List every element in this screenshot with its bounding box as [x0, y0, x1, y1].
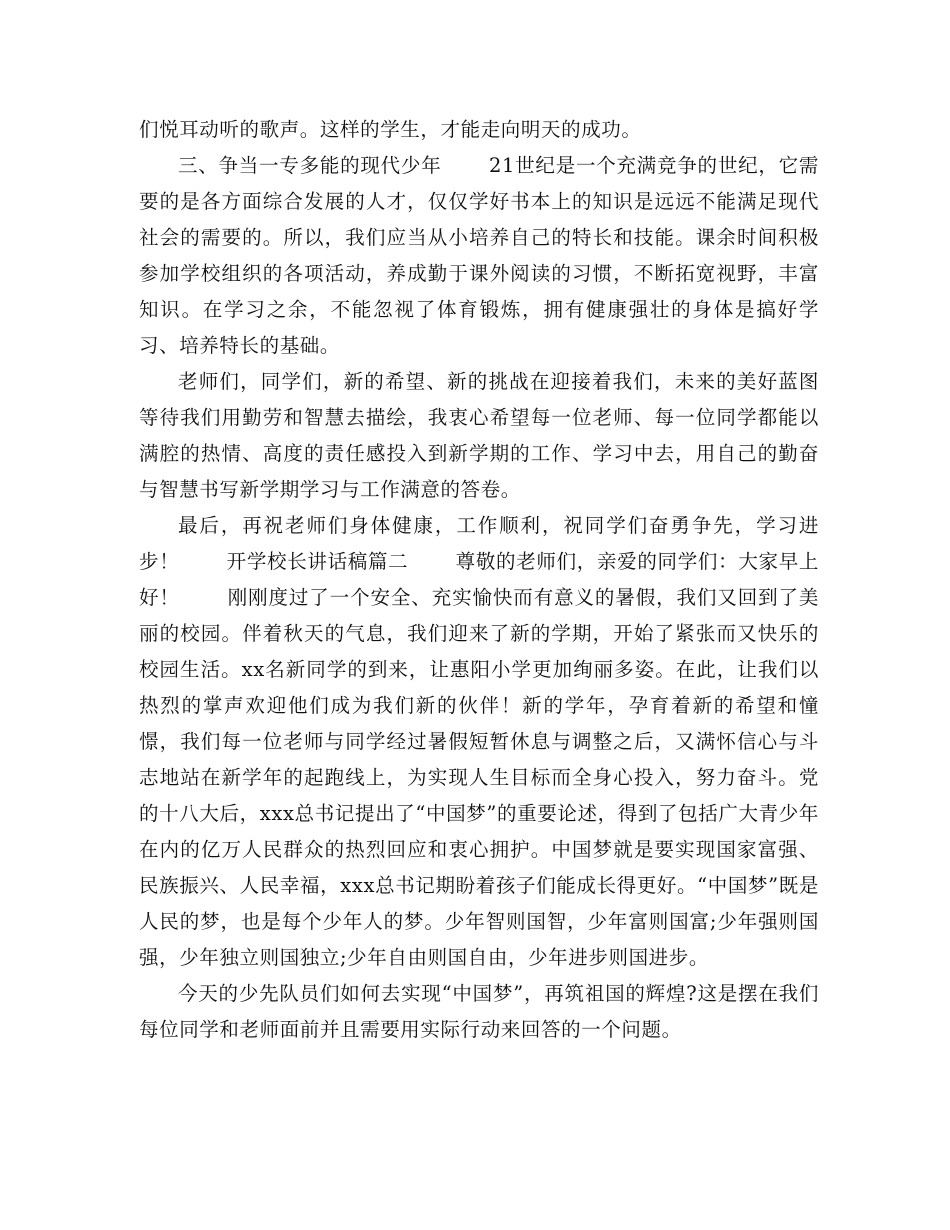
paragraph-modern-youth: 三、争当一专多能的现代少年 21世纪是一个充满竞争的世纪，它需要的是各方面综合发展的人才，仅仅学好书本上的知识是远远不能满足现代社会的需要的。所以，我们应当从小培养自己的特长和技能。课余时间积极参加学校组织的各项活动，养成勤于课外阅读的习惯，不断拓宽视野，丰富知识。在学习之余，不能忽视了体育锻炼，拥有健康强壮的身体是搞好学习、培养特长的基础。 [139, 154, 819, 357]
document-body [139, 112, 819, 1048]
paragraph-continuation: 们悦耳动听的歌声。这样的学生，才能走向明天的成功。 [139, 118, 642, 141]
paragraph-chinese-dream: 今天的少先队员们如何去实现“中国梦”，再筑祖国的辉煌?这是摆在我们每位同学和老师面前并且需要用实际行动来回答的一个问题。 [139, 982, 819, 1041]
paragraph-teachers-students: 老师们，同学们，新的希望、新的挑战在迎接着我们，未来的美好蓝图等待我们用勤劳和智慧去描绘，我衷心希望每一位老师、每一位同学都能以满腔的热情、高度的责任感投入到新学期的工作、学习中去，用自己的勤奋与智慧书写新学期学习与工作满意的答卷。 [139, 370, 819, 501]
paragraph-speech-two: 最后，再祝老师们身体健康，工作顺利，祝同学们奋勇争先，学习进步！ 开学校长讲话稿篇二 尊敬的老师们，亲爱的同学们：大家早上好！ 刚刚度过了一个安全、充实愉快而有意义的暑假，我们又回到了美丽的校园。伴着秋天的气息，我们迎来了新的学期，开始了紧张而又快乐的校园生活。xx名新同学的到来，让惠阳小学更加绚丽多姿。在此，让我们以热烈的掌声欢迎他们成为我们新的伙伴！新的学年，孕育着新的希望和憧憬，我们每一位老师与同学经过暑假短暂休息与调整之后，又满怀信心与斗志地站在新学年的起跑线上，为实现人生目标而全身心投入，努力奋斗。党的十八大后，xxx总书记提出了“中国梦”的重要论述，得到了包括广大青少年在内的亿万人民群众的热烈回应和衷心拥护。中国梦就是要实现国家富强、民族振兴、人民幸福，xxx总书记期盼着孩子们能成长得更好。“中国梦”既是人民的梦，也是每个少年人的梦。少年智则国智，少年富则国富;少年强则国强，少年独立则国独立;少年自由则国自由，少年进步则国进步。 [139, 514, 819, 969]
